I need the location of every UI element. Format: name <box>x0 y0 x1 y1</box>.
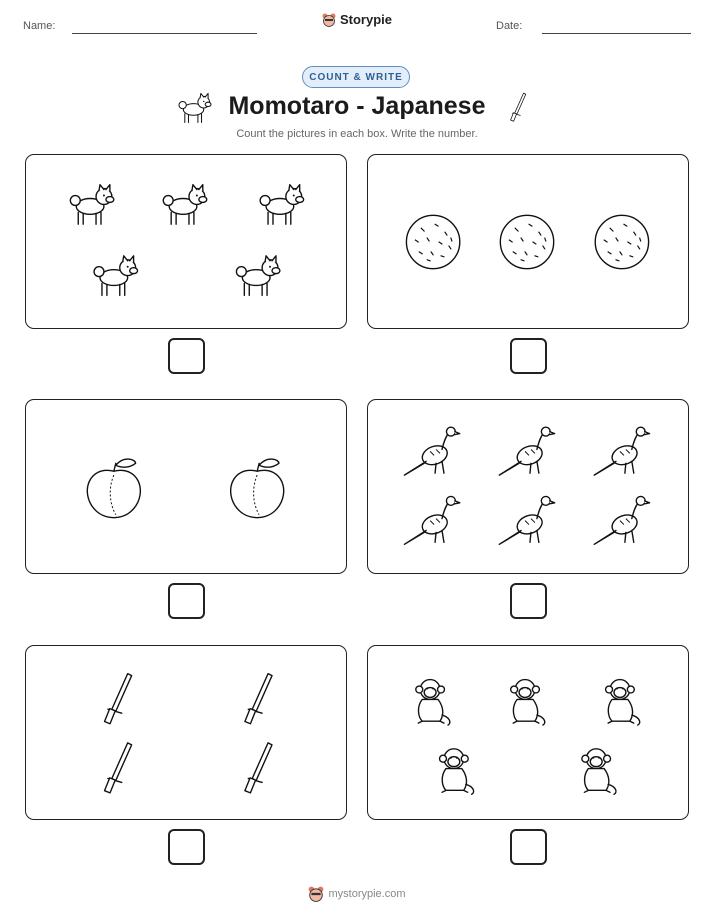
answer-box-katanas[interactable] <box>168 829 205 865</box>
instructions: Count the pictures in each box. Write the number. <box>236 128 478 140</box>
rice-cracker-icon <box>595 215 648 268</box>
dog-icon <box>236 256 279 296</box>
dog-icon <box>94 256 137 296</box>
date-input-line[interactable] <box>542 33 691 34</box>
bear-icon <box>308 886 324 902</box>
katana-icon <box>105 743 132 793</box>
answer-box-rice-crackers[interactable] <box>510 338 547 374</box>
monkey-icon <box>416 680 450 725</box>
answer-box-pheasants[interactable] <box>510 583 547 619</box>
rice-cracker-icon <box>406 215 459 268</box>
monkey-icon <box>511 680 545 725</box>
monkey-icon <box>606 680 640 725</box>
pheasant-icon <box>404 427 459 475</box>
pheasant-icon <box>594 427 649 475</box>
dog-icon <box>70 185 113 225</box>
footer-url[interactable]: mystorypie.com <box>328 888 406 900</box>
pheasant-icon <box>499 496 554 544</box>
count-panel-dogs <box>25 154 347 329</box>
name-label: Name: <box>23 20 56 32</box>
count-panel-peaches <box>25 399 347 574</box>
footer <box>0 886 714 905</box>
name-input-line[interactable] <box>72 33 257 34</box>
answer-box-monkeys[interactable] <box>510 829 547 865</box>
brand-name: Storypie <box>339 12 392 27</box>
count-panel-monkeys <box>367 645 689 820</box>
katana-icon <box>245 674 272 724</box>
pheasant-icon <box>404 496 459 544</box>
brand-logo <box>0 12 714 30</box>
count-panel-rice-crackers <box>367 154 689 329</box>
katana-icon <box>245 743 272 793</box>
monkey-icon <box>440 749 474 794</box>
pheasant-icon <box>594 496 649 544</box>
pheasant-icon <box>499 427 554 475</box>
katana-icon <box>105 674 132 724</box>
page-title: Momotaro - Japanese <box>228 92 486 120</box>
count-write-badge: COUNT & WRITE <box>302 66 410 88</box>
rice-cracker-icon <box>500 215 553 268</box>
count-panel-katanas <box>25 645 347 820</box>
monkey-icon <box>582 749 616 794</box>
date-label: Date: <box>496 20 523 32</box>
answer-box-peaches[interactable] <box>168 583 205 619</box>
katana-title-icon <box>504 92 532 122</box>
dog-icon <box>260 185 303 225</box>
dog-icon <box>163 185 206 225</box>
answer-box-dogs[interactable] <box>168 338 205 374</box>
count-panel-pheasants <box>367 399 689 574</box>
peach-icon <box>231 459 284 518</box>
bear-icon <box>322 13 336 27</box>
peach-icon <box>87 459 140 518</box>
